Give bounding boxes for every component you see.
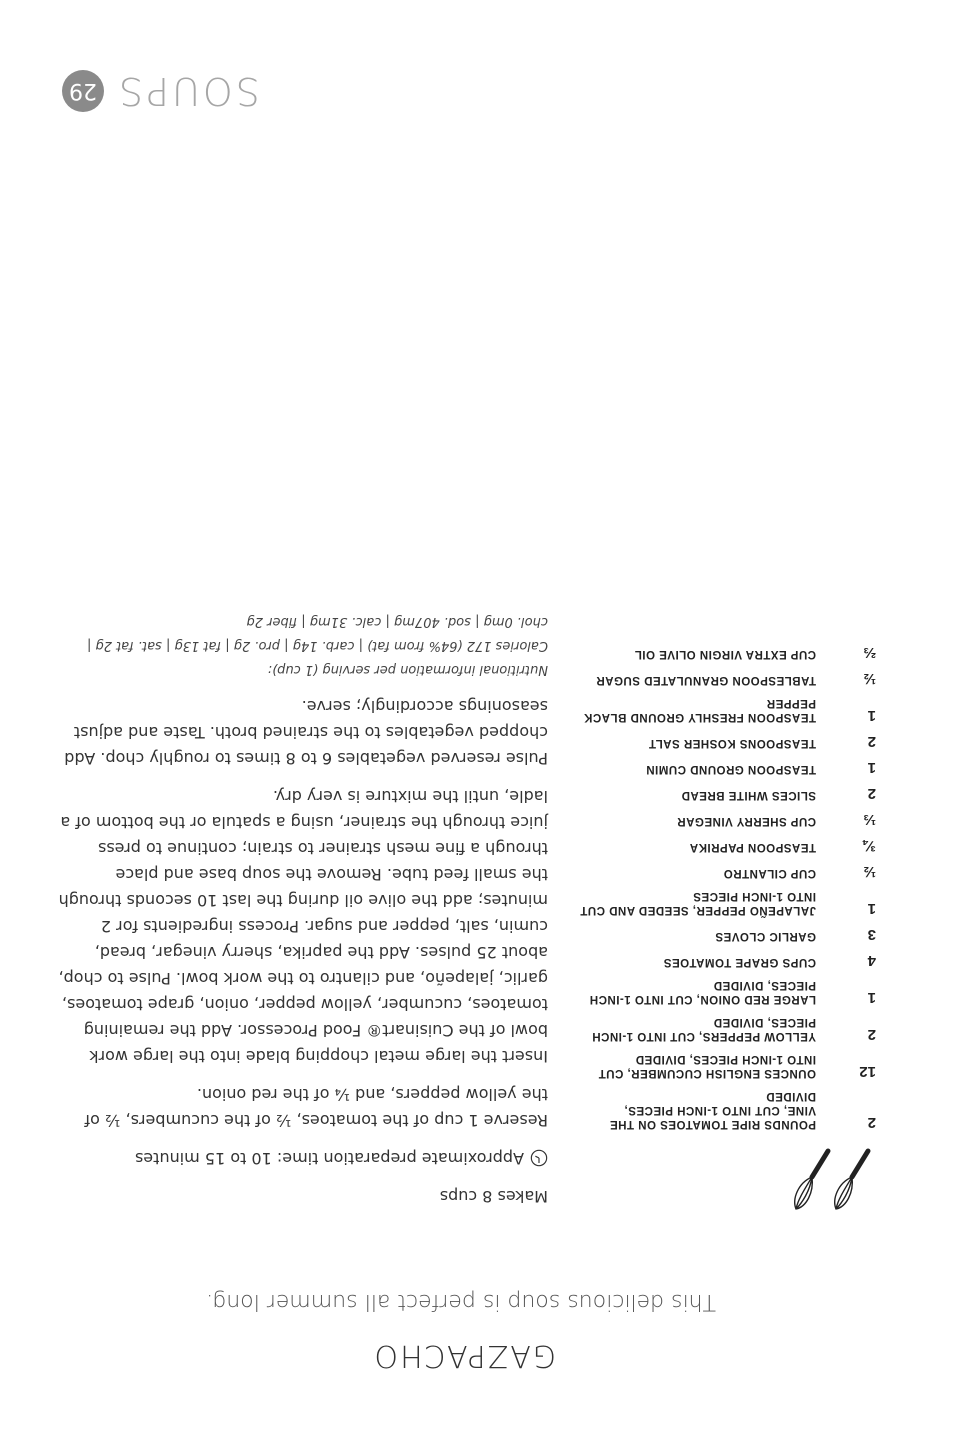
- ingredient-qty: 1: [867, 707, 876, 724]
- recipe-title: GAZPACHO: [372, 1338, 556, 1373]
- ingredient-qty: ½: [863, 863, 876, 880]
- ingredient-text: CUP SHERRY VINEGAR: [676, 815, 816, 827]
- ingredient-qty: ¾: [863, 837, 876, 854]
- ingredient-item: [576, 785, 876, 802]
- ingredient-item: [576, 670, 876, 687]
- nutrition-heading: Nutritional information per serving (1 cup):: [267, 662, 548, 677]
- ingredient-item: [576, 1015, 876, 1043]
- ingredient-text: SLICES WHITE BREAD: [681, 789, 816, 801]
- ingredient-item: [576, 811, 876, 828]
- ingredient-qty: ½: [863, 670, 876, 687]
- ingredient-qty: 2: [867, 1026, 876, 1043]
- ingredient-item: [576, 1089, 876, 1131]
- ingredient-text: TEASPOON PAPRIKA: [689, 841, 816, 853]
- ingredient-text: TEASPOONS KOSHER SALT: [648, 737, 816, 749]
- method-step: Reserve 1 cup of the tomatoes, ½ of the cucumbers, ½ of the yellow peppers, and ¼ of the red onion.: [84, 1085, 548, 1130]
- ingredient-qty: 2: [867, 1114, 876, 1131]
- ingredient-item: [576, 889, 876, 917]
- section-title: SOUPS: [116, 69, 260, 113]
- ingredient-text: GARLIC CLOVES: [714, 930, 816, 942]
- ingredient-text: CUP EXTRA VIRGIN OLIVE OIL: [634, 648, 816, 660]
- ingredient-text: TEASPOON FRESHLY GROUND BLACK PEPPER: [583, 697, 816, 723]
- ingredient-qty: 3: [867, 926, 876, 943]
- ingredient-qty: 1: [867, 989, 876, 1006]
- method-column: [58, 609, 548, 1209]
- ingredient-item: [576, 759, 876, 776]
- ingredient-text: POUNDS RIPE TOMATOES ON THE VINE, CUT INTO 1-INCH PIECES, DIVIDED: [609, 1090, 816, 1130]
- ingredient-item: [576, 863, 876, 880]
- ingredient-item: [576, 978, 876, 1006]
- prep-time-line: [58, 1145, 548, 1171]
- ingredient-qty: 1: [867, 759, 876, 776]
- ingredient-text: TEASPOON GROUND CUMIN: [645, 763, 816, 775]
- ingredient-qty: 2: [867, 785, 876, 802]
- nutrition-info: [58, 609, 548, 681]
- ingredient-item: [576, 696, 876, 724]
- ingredient-item: [576, 733, 876, 750]
- ingredient-item: [576, 644, 876, 661]
- ingredient-item: [576, 926, 876, 943]
- ingredient-text: JALAPEÑO PEPPER, SEEDED AND CUT INTO 1-INCH PIECES: [579, 890, 816, 916]
- ingredient-item: [576, 952, 876, 969]
- yield-text: Makes 8 cups: [439, 1187, 548, 1206]
- method-step: Pulse reserved vegetables 6 to 8 times to roughly chop. Add chopped vegetables to the strained broth. Taste and adjust seasonings accordingly; serve.: [64, 697, 548, 768]
- ingredient-qty: ⅓: [863, 811, 876, 828]
- ingredient-text: CUP CILANTRO: [723, 867, 816, 879]
- ingredient-list: [576, 635, 876, 1131]
- ingredient-text: LARGE RED ONION, CUT INTO 1-INCH PIECES, DIVIDED: [589, 979, 816, 1005]
- ingredient-item: [576, 1052, 876, 1080]
- ingredient-qty: 12: [859, 1063, 876, 1080]
- ingredient-qty: ⅔: [863, 644, 876, 661]
- page-header: [62, 69, 260, 113]
- ingredient-item: [576, 837, 876, 854]
- ingredient-text: OUNCES ENGLISH CUCUMBER, CUT INTO 1-INCH PIECES, DIVIDED: [598, 1053, 816, 1079]
- clock-icon: [530, 1149, 548, 1167]
- ingredient-qty: 2: [867, 733, 876, 750]
- page-number-badge: 29: [62, 70, 104, 112]
- whisk-icon: [776, 1143, 876, 1213]
- ingredient-text: YELLOW PEPPERS, CUT INTO 1-INCH PIECES, DIVIDED: [591, 1016, 816, 1042]
- method-step: Insert the large metal chopping blade into the large work bowl of the Cuisinart® Food Processor. Add the remaining tomatoes, cucumber, yellow pepper, onion, grape tomatoes, garlic, jalapeño, and cilantro to the work bowl. Pulse to chop, about 25 pulses. Add the paprika, sherry vinegar, bread, cumin, salt, pepper and sugar. Process ingredients for 2 minutes; add the olive oil during the last 10 seconds through the small feed tube. Remove the soup base and place through a fine mesh strainer to strain; continue to press juice through the strainer, using a spatula or the bottom of a ladle, until the mixture is very dry.: [58, 787, 548, 1066]
- ingredient-qty: 4: [867, 952, 876, 969]
- ingredient-qty: 1: [867, 900, 876, 917]
- prep-time-text: Approximate preparation time: 10 to 15 minutes: [134, 1149, 524, 1168]
- nutrition-values: Calories 172 (64% from fat) | carb. 14g | pro. 2g | fat 13g | sat. fat 2g | chol. 0mg | sod. 407mg | calc. 31mg | fiber 2g: [86, 614, 548, 653]
- ingredient-text: TABLESPOON GRANULATED SUGAR: [595, 674, 816, 686]
- recipe-subtitle: This delicious soup is perfect all summer long.: [206, 1289, 716, 1314]
- ingredient-text: CUPS GRAPE TOMATOES: [663, 956, 816, 968]
